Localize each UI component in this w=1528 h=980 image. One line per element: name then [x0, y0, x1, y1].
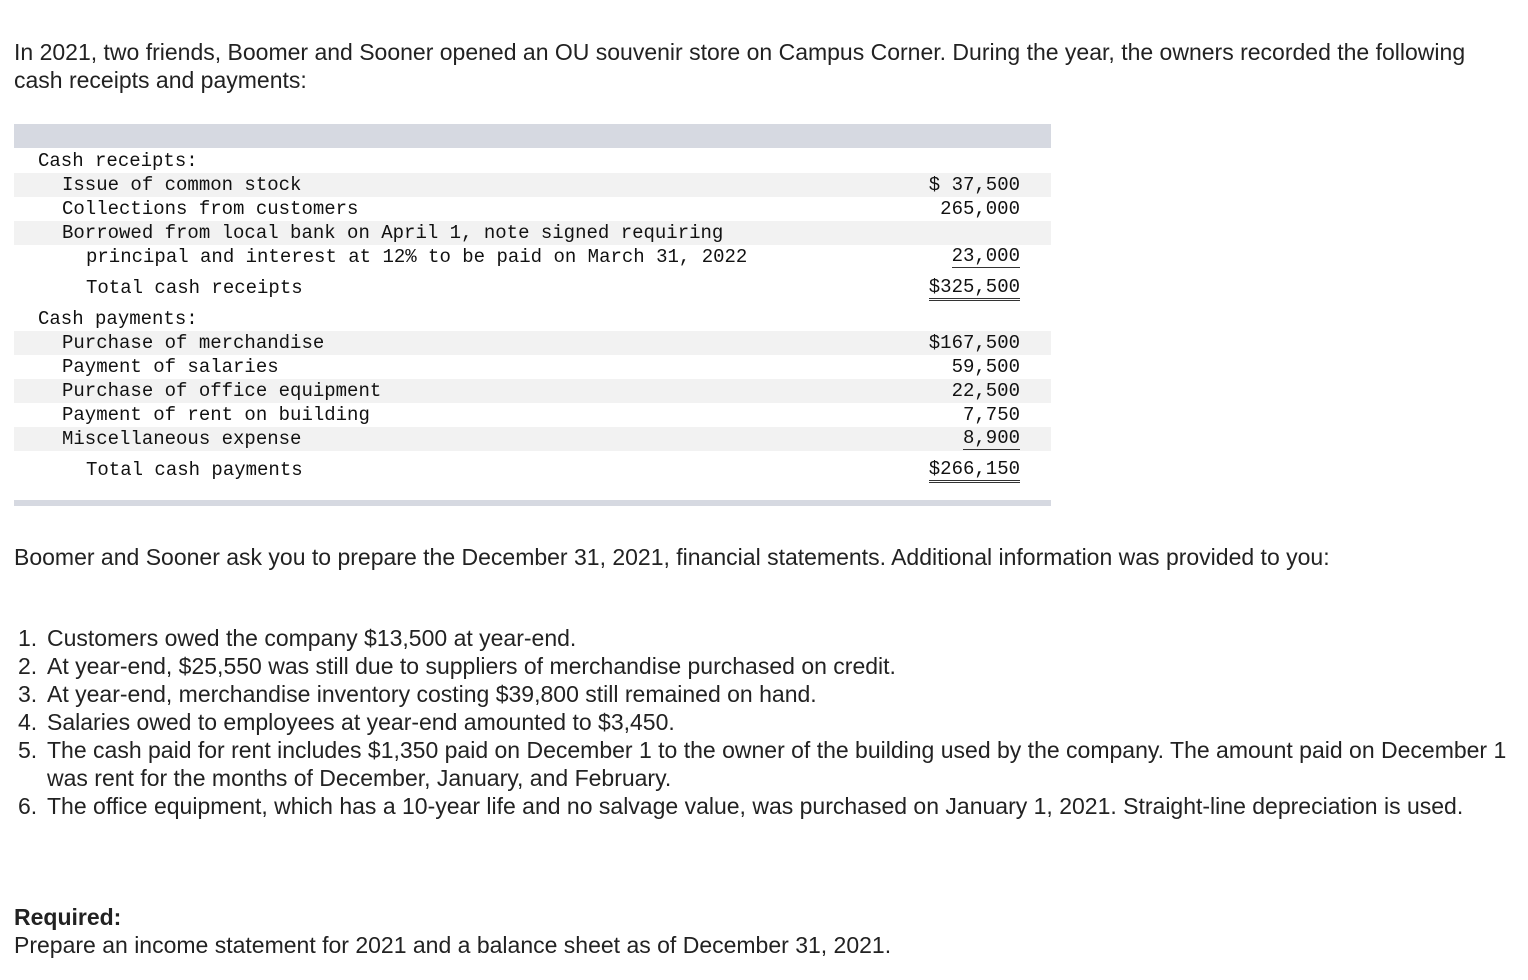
row-amount: 59,500 — [951, 356, 1020, 378]
intro-paragraph: In 2021, two friends, Boomer and Sooner opened an OU souvenir store on Campus Corner. During the year, the owners recorded the following cash receipts and payments: — [14, 39, 1466, 93]
additional-info-paragraph: Boomer and Sooner ask you to prepare the December 31, 2021, financial statements. Additional information was provided to you: — [14, 544, 1330, 570]
row-label: Borrowed from local bank on April 1, note signed requiring — [62, 222, 724, 244]
table-row — [14, 221, 1051, 245]
table-row — [14, 355, 1051, 379]
list-item — [14, 708, 1518, 736]
table-row — [14, 197, 1051, 221]
list-item — [14, 652, 1518, 680]
table-footer-bar — [14, 500, 1051, 506]
list-number: 2. — [18, 653, 38, 679]
cash-summary-table — [14, 124, 1051, 506]
table-row — [14, 427, 1051, 451]
list-item — [14, 736, 1518, 792]
row-amount: 22,500 — [951, 380, 1020, 402]
list-item — [14, 624, 1518, 652]
row-label: principal and interest at 12% to be paid on March 31, 2022 — [86, 246, 748, 268]
table-row — [14, 379, 1051, 403]
row-label: Total cash payments — [86, 459, 303, 481]
row-label: Collections from customers — [62, 198, 359, 220]
row-label: Cash receipts: — [38, 150, 198, 172]
row-amount: $266,150 — [929, 458, 1020, 483]
row-amount: 265,000 — [940, 198, 1020, 220]
list-item — [14, 680, 1518, 708]
list-text: The cash paid for rent includes $1,350 paid on December 1 to the owner of the building used by the company. The amount paid on December 1 was rent for the months of December, January, and February. — [47, 737, 1507, 791]
list-text: At year-end, $25,550 was still due to suppliers of merchandise purchased on credit. — [47, 653, 896, 679]
table-row-total — [14, 276, 1051, 300]
row-label: Payment of rent on building — [62, 404, 370, 426]
row-amount: 23,000 — [951, 245, 1020, 267]
list-number: 6. — [18, 793, 38, 819]
list-number: 4. — [18, 709, 38, 735]
additional-info-list — [14, 624, 1518, 820]
row-label: Purchase of office equipment — [62, 380, 382, 402]
table-row — [14, 149, 1051, 173]
list-text: At year-end, merchandise inventory costing $39,800 still remained on hand. — [47, 681, 817, 707]
list-text: Salaries owed to employees at year-end amounted to $3,450. — [47, 709, 675, 735]
required-section — [14, 903, 891, 959]
required-text: Prepare an income statement for 2021 and a balance sheet as of December 31, 2021. — [14, 932, 892, 958]
row-amount: $325,500 — [929, 276, 1020, 301]
list-number: 5. — [18, 737, 38, 763]
table-row — [14, 307, 1051, 331]
table-row — [14, 173, 1051, 197]
list-number: 1. — [18, 625, 38, 651]
row-label: Payment of salaries — [62, 356, 279, 378]
row-label: Issue of common stock — [62, 174, 302, 196]
row-label: Miscellaneous expense — [62, 428, 302, 450]
required-title: Required: — [14, 904, 122, 930]
row-label: Purchase of merchandise — [62, 332, 325, 354]
table-row — [14, 245, 1051, 269]
row-amount: $167,500 — [928, 332, 1020, 354]
table-row-total — [14, 458, 1051, 482]
row-label: Total cash receipts — [86, 277, 303, 299]
list-text: The office equipment, which has a 10-year life and no salvage value, was purchased on January 1, 2021. Straight-line depreciation is used. — [47, 793, 1464, 819]
row-amount: 7,750 — [962, 404, 1020, 426]
row-amount: 8,900 — [962, 427, 1020, 449]
row-label: Cash payments: — [38, 308, 198, 330]
list-number: 3. — [18, 681, 38, 707]
list-text: Customers owed the company $13,500 at year-end. — [47, 625, 577, 651]
table-row — [14, 331, 1051, 355]
row-amount: $ 37,500 — [928, 174, 1020, 196]
table-header-bar — [14, 124, 1051, 148]
list-item — [14, 792, 1518, 820]
table-row — [14, 403, 1051, 427]
